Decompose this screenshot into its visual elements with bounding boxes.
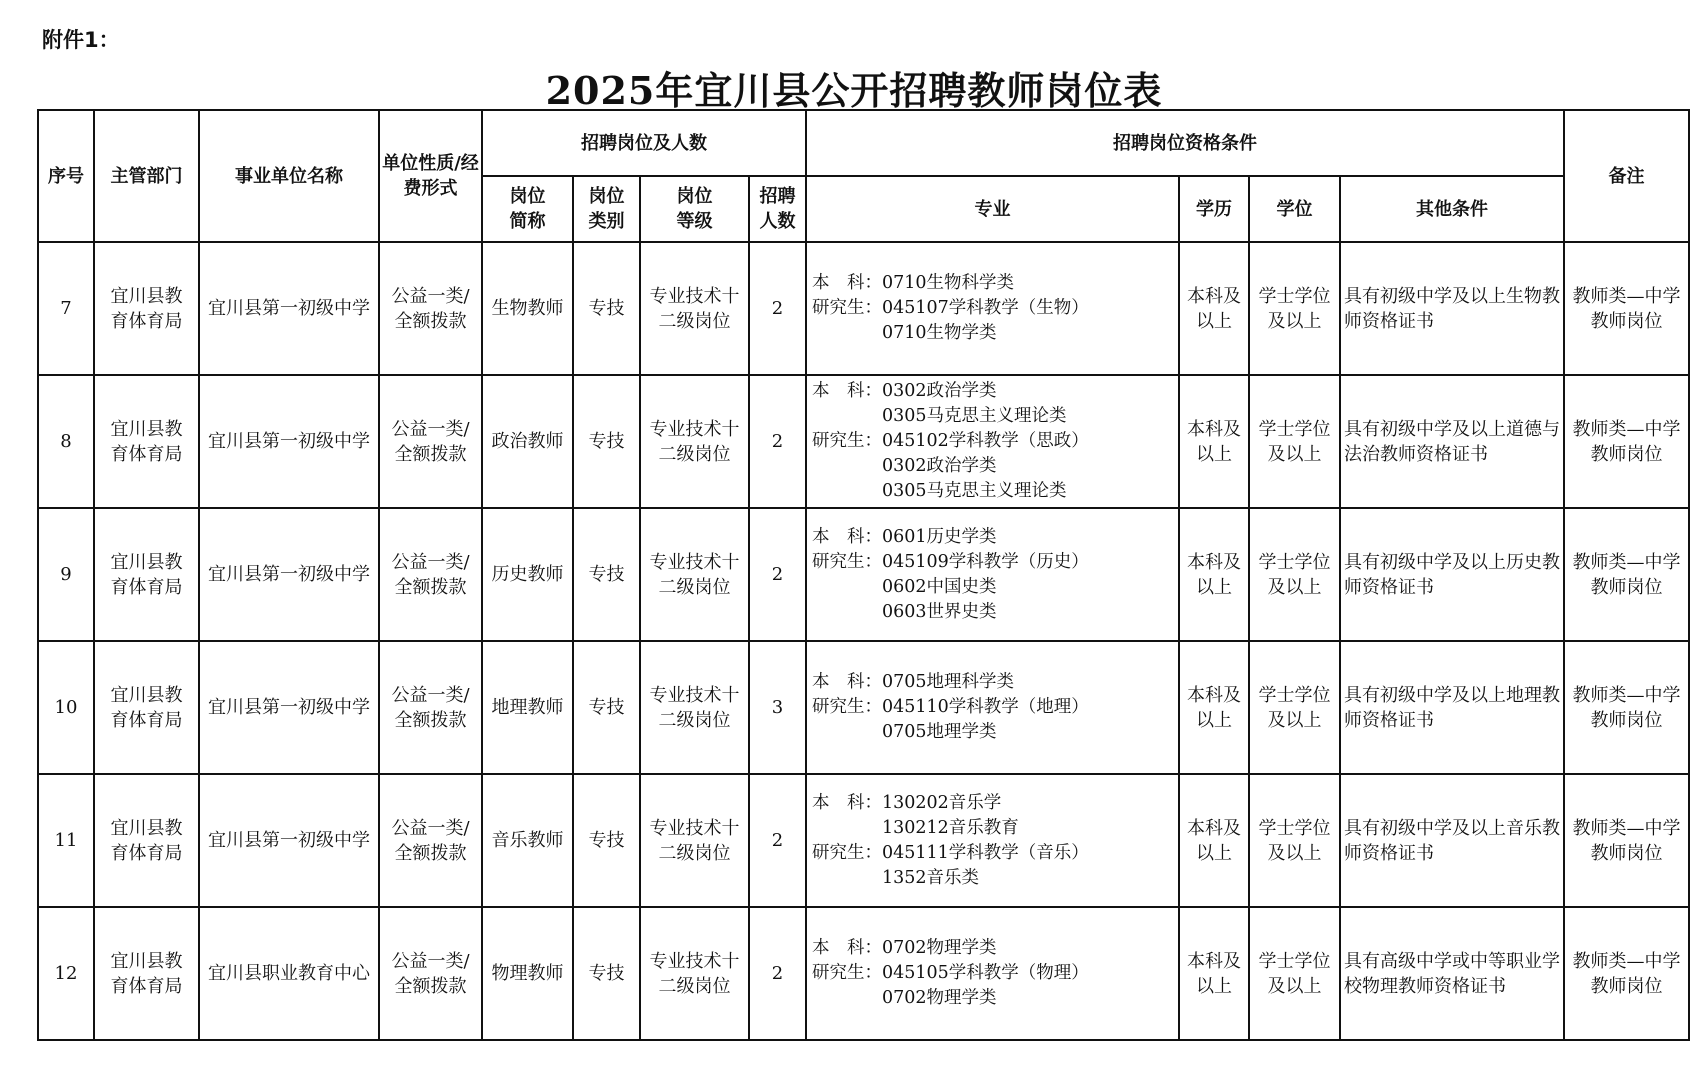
header-post-type: 岗位类别 bbox=[573, 176, 640, 242]
cell-nature: 公益一类/全额拨款 bbox=[379, 907, 482, 1040]
major-line: 本 科：0601历史学类 bbox=[812, 526, 997, 547]
cell-count: 3 bbox=[749, 641, 806, 774]
cell-post-level: 专业技术十二级岗位 bbox=[640, 907, 749, 1040]
major-line: 本 科：130202音乐学 bbox=[812, 792, 1002, 813]
cell-post-type: 专技 bbox=[573, 242, 640, 375]
header-education: 学历 bbox=[1179, 176, 1249, 242]
cell-remark: 教师类—中学教师岗位 bbox=[1564, 375, 1689, 508]
cell-post-name: 音乐教师 bbox=[482, 774, 573, 907]
header-dept: 主管部门 bbox=[94, 110, 199, 242]
cell-post-name: 地理教师 bbox=[482, 641, 573, 774]
cell-education: 本科及以上 bbox=[1179, 508, 1249, 641]
cell-major bbox=[806, 508, 1179, 641]
cell-education: 本科及以上 bbox=[1179, 774, 1249, 907]
cell-remark: 教师类—中学教师岗位 bbox=[1564, 641, 1689, 774]
cell-major bbox=[806, 641, 1179, 774]
cell-post-name: 历史教师 bbox=[482, 508, 573, 641]
header-post-level: 岗位等级 bbox=[640, 176, 749, 242]
header-degree: 学位 bbox=[1249, 176, 1340, 242]
cell-count: 2 bbox=[749, 375, 806, 508]
major-line: 本 科：0705地理科学类 bbox=[812, 672, 1015, 692]
cell-post-level: 专业技术十二级岗位 bbox=[640, 242, 749, 375]
major-line: 1352音乐类 bbox=[812, 867, 980, 888]
table-row bbox=[38, 774, 1689, 907]
header-post-name: 岗位简称 bbox=[482, 176, 573, 242]
major-line: 0302政治学类 bbox=[812, 456, 997, 476]
cell-major bbox=[806, 375, 1179, 508]
cell-post-name: 生物教师 bbox=[482, 242, 573, 375]
cell-major bbox=[806, 907, 1179, 1040]
cell-education: 本科及以上 bbox=[1179, 907, 1249, 1040]
major-line: 130212音乐教育 bbox=[812, 817, 1019, 838]
major-line: 研究生：045107学科教学（生物） bbox=[812, 298, 1089, 318]
cell-unit: 宜川县第一初级中学 bbox=[199, 242, 379, 375]
cell-remark: 教师类—中学教师岗位 bbox=[1564, 907, 1689, 1040]
cell-nature: 公益一类/全额拨款 bbox=[379, 641, 482, 774]
cell-unit: 宜川县第一初级中学 bbox=[199, 508, 379, 641]
table-row bbox=[38, 907, 1689, 1040]
cell-post-name: 物理教师 bbox=[482, 907, 573, 1040]
cell-nature: 公益一类/全额拨款 bbox=[379, 774, 482, 907]
cell-seq: 7 bbox=[38, 242, 94, 375]
cell-dept: 宜川县教育体育局 bbox=[94, 774, 199, 907]
cell-degree: 学士学位及以上 bbox=[1249, 907, 1340, 1040]
cell-unit: 宜川县职业教育中心 bbox=[199, 907, 379, 1040]
major-line: 本 科：0702物理学类 bbox=[812, 938, 997, 958]
cell-education: 本科及以上 bbox=[1179, 242, 1249, 375]
cell-post-type: 专技 bbox=[573, 375, 640, 508]
cell-post-type: 专技 bbox=[573, 508, 640, 641]
cell-dept: 宜川县教育体育局 bbox=[94, 907, 199, 1040]
table-row bbox=[38, 508, 1689, 641]
cell-dept: 宜川县教育体育局 bbox=[94, 242, 199, 375]
cell-unit: 宜川县第一初级中学 bbox=[199, 375, 379, 508]
header-remark: 备注 bbox=[1564, 110, 1689, 242]
cell-post-type: 专技 bbox=[573, 774, 640, 907]
cell-dept: 宜川县教育体育局 bbox=[94, 508, 199, 641]
cell-remark: 教师类—中学教师岗位 bbox=[1564, 242, 1689, 375]
cell-post-level: 专业技术十二级岗位 bbox=[640, 774, 749, 907]
header-unit: 事业单位名称 bbox=[199, 110, 379, 242]
major-line: 0705地理学类 bbox=[812, 722, 997, 742]
cell-other: 具有初级中学及以上历史教师资格证书 bbox=[1340, 508, 1564, 641]
cell-seq: 12 bbox=[38, 907, 94, 1040]
cell-unit: 宜川县第一初级中学 bbox=[199, 641, 379, 774]
major-line: 研究生：045105学科教学（物理） bbox=[812, 963, 1089, 983]
table-body bbox=[38, 242, 1689, 1040]
table-row bbox=[38, 641, 1689, 774]
cell-degree: 学士学位及以上 bbox=[1249, 641, 1340, 774]
cell-other: 具有初级中学及以上地理教师资格证书 bbox=[1340, 641, 1564, 774]
cell-other: 具有初级中学及以上生物教师资格证书 bbox=[1340, 242, 1564, 375]
cell-major bbox=[806, 774, 1179, 907]
major-line: 0602中国史类 bbox=[812, 576, 997, 597]
cell-nature: 公益一类/全额拨款 bbox=[379, 375, 482, 508]
cell-other: 具有高级中学或中等职业学校物理教师资格证书 bbox=[1340, 907, 1564, 1040]
cell-post-level: 专业技术十二级岗位 bbox=[640, 641, 749, 774]
major-line: 研究生：045110学科教学（地理） bbox=[812, 697, 1089, 717]
major-line: 0710生物学类 bbox=[812, 323, 997, 343]
table-row bbox=[38, 242, 1689, 375]
header-seq: 序号 bbox=[38, 110, 94, 242]
header-major: 专业 bbox=[806, 176, 1179, 242]
cell-post-level: 专业技术十二级岗位 bbox=[640, 375, 749, 508]
cell-nature: 公益一类/全额拨款 bbox=[379, 508, 482, 641]
cell-dept: 宜川县教育体育局 bbox=[94, 375, 199, 508]
header-other: 其他条件 bbox=[1340, 176, 1564, 242]
cell-degree: 学士学位及以上 bbox=[1249, 375, 1340, 508]
cell-education: 本科及以上 bbox=[1179, 375, 1249, 508]
cell-seq: 8 bbox=[38, 375, 94, 508]
cell-other: 具有初级中学及以上道德与法治教师资格证书 bbox=[1340, 375, 1564, 508]
cell-post-type: 专技 bbox=[573, 641, 640, 774]
cell-remark: 教师类—中学教师岗位 bbox=[1564, 508, 1689, 641]
major-line: 本 科：0710生物科学类 bbox=[812, 273, 1015, 293]
cell-unit: 宜川县第一初级中学 bbox=[199, 774, 379, 907]
major-line: 研究生：045109学科教学（历史） bbox=[812, 551, 1089, 572]
table-row bbox=[38, 375, 1689, 508]
major-line: 本 科：0302政治学类 bbox=[812, 381, 997, 401]
cell-dept: 宜川县教育体育局 bbox=[94, 641, 199, 774]
major-line: 0305马克思主义理论类 bbox=[812, 406, 1067, 426]
header-count: 招聘人数 bbox=[749, 176, 806, 242]
cell-degree: 学士学位及以上 bbox=[1249, 774, 1340, 907]
cell-other: 具有初级中学及以上音乐教师资格证书 bbox=[1340, 774, 1564, 907]
major-line: 0702物理学类 bbox=[812, 988, 997, 1008]
cell-seq: 9 bbox=[38, 508, 94, 641]
cell-count: 2 bbox=[749, 907, 806, 1040]
major-line: 0305马克思主义理论类 bbox=[812, 481, 1067, 501]
cell-major bbox=[806, 242, 1179, 375]
recruitment-table bbox=[37, 109, 1690, 1041]
major-line: 研究生：045111学科教学（音乐） bbox=[812, 842, 1089, 863]
cell-seq: 10 bbox=[38, 641, 94, 774]
major-line: 0603世界史类 bbox=[812, 601, 997, 622]
cell-education: 本科及以上 bbox=[1179, 641, 1249, 774]
cell-remark: 教师类—中学教师岗位 bbox=[1564, 774, 1689, 907]
cell-count: 2 bbox=[749, 774, 806, 907]
header-quals-group: 招聘岗位资格条件 bbox=[806, 110, 1564, 176]
page-title: 2025年宜川县公开招聘教师岗位表 bbox=[545, 68, 1163, 113]
major-line: 研究生：045102学科教学（思政） bbox=[812, 431, 1089, 451]
attachment-label: 附件1： bbox=[42, 28, 120, 52]
cell-nature: 公益一类/全额拨款 bbox=[379, 242, 482, 375]
cell-seq: 11 bbox=[38, 774, 94, 907]
cell-post-type: 专技 bbox=[573, 907, 640, 1040]
cell-count: 2 bbox=[749, 242, 806, 375]
header-positions-group: 招聘岗位及人数 bbox=[482, 110, 806, 176]
cell-degree: 学士学位及以上 bbox=[1249, 242, 1340, 375]
cell-degree: 学士学位及以上 bbox=[1249, 508, 1340, 641]
header-nature: 单位性质/经费形式 bbox=[379, 110, 482, 242]
cell-post-level: 专业技术十二级岗位 bbox=[640, 508, 749, 641]
cell-post-name: 政治教师 bbox=[482, 375, 573, 508]
cell-count: 2 bbox=[749, 508, 806, 641]
